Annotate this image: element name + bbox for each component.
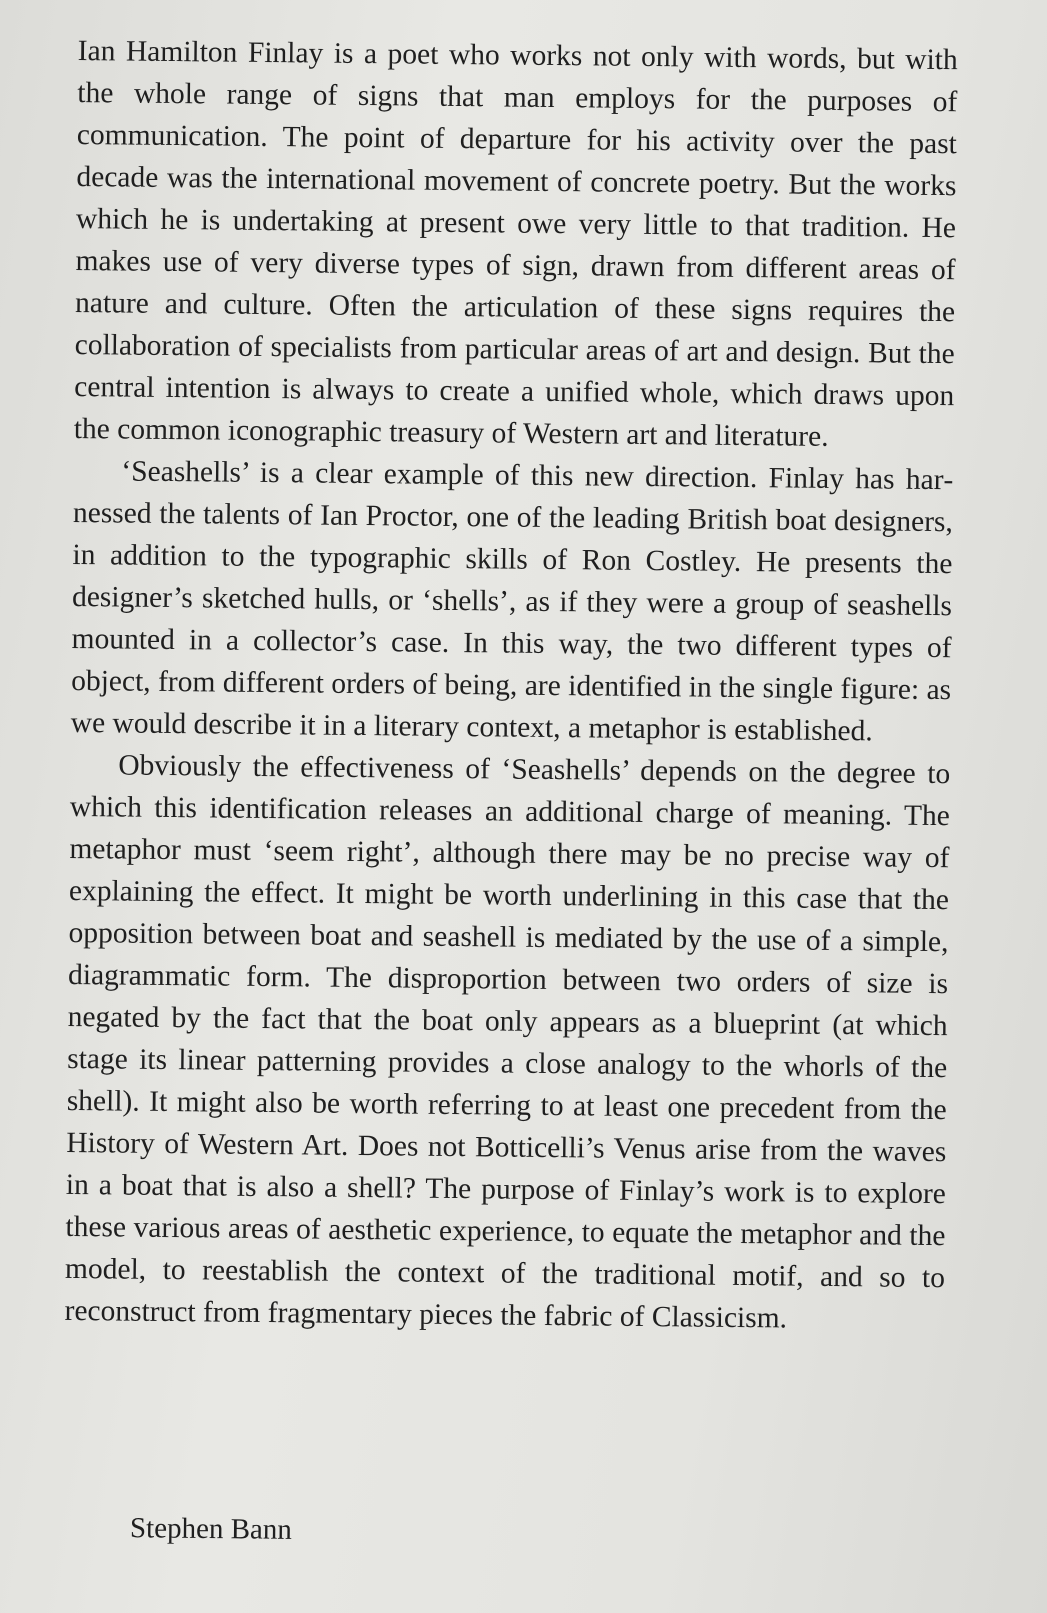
- author-signature: Stephen Bann: [129, 1512, 293, 1546]
- essay-paragraph-2: ‘Seashells’ is a clear example of this new direction. Finlay has harnessed the talents of Ian Proctor, one of the leading British boat designers, in addition to the typographic skills of Ron Costley. He presents the designer’s sketched hulls, or ‘shells’, as if they were a group of seashells mounted in a collector’s case. In this way, the two different types of object, from different orders of being, are identified in the single figure: as we would describe it in a literary context, a metaphor is established.: [70, 455, 954, 748]
- essay-paragraph-1: Ian Hamilton Finlay is a poet who works not only with words, but with the whole range of signs that man employs for the purposes of communication. The point of departure for his activity over the past decade was the international movement of concrete poetry. But the works which he is undertaking at present owe very little to that tradition. He makes use of very diverse types of sign, drawn from different areas of nature and culture. Often the articulation of these signs requires the collaboration of specialists from particular areas of art and design. But the central intention is always to create a unified whole, which draws upon the common iconographic treasury of Western art and literature.: [73, 34, 958, 453]
- essay-body: [64, 30, 958, 1341]
- essay-paragraph-3: Obviously the effectiveness of ‘Seashells’ depends on the degree to which this identification releases an additional charge of meaning. The metaphor must ‘seem right’, although there may be no precise way of explaining the effect. It might be worth underlining in this case that the opposition between boat and seashell is mediated by the use of a simple, diagrammatic form. The disproportion between two orders of size is negated by the fact that the boat only appears as a blueprint (at which stage its linear patterning provides a close analogy to the whorls of the shell). It might also be worth referring to at least one precedent from the History of Western Art. Does not Botticelli’s Venus arise from the waves in a boat that is also a shell? The purpose of Finlay’s work is to explore these various areas of aesthetic experience, to equate the metaphor and the model, to reestablish the context of the traditional motif, and so to reconstruct from fragmentary pieces the fabric of Classicism.: [64, 749, 951, 1335]
